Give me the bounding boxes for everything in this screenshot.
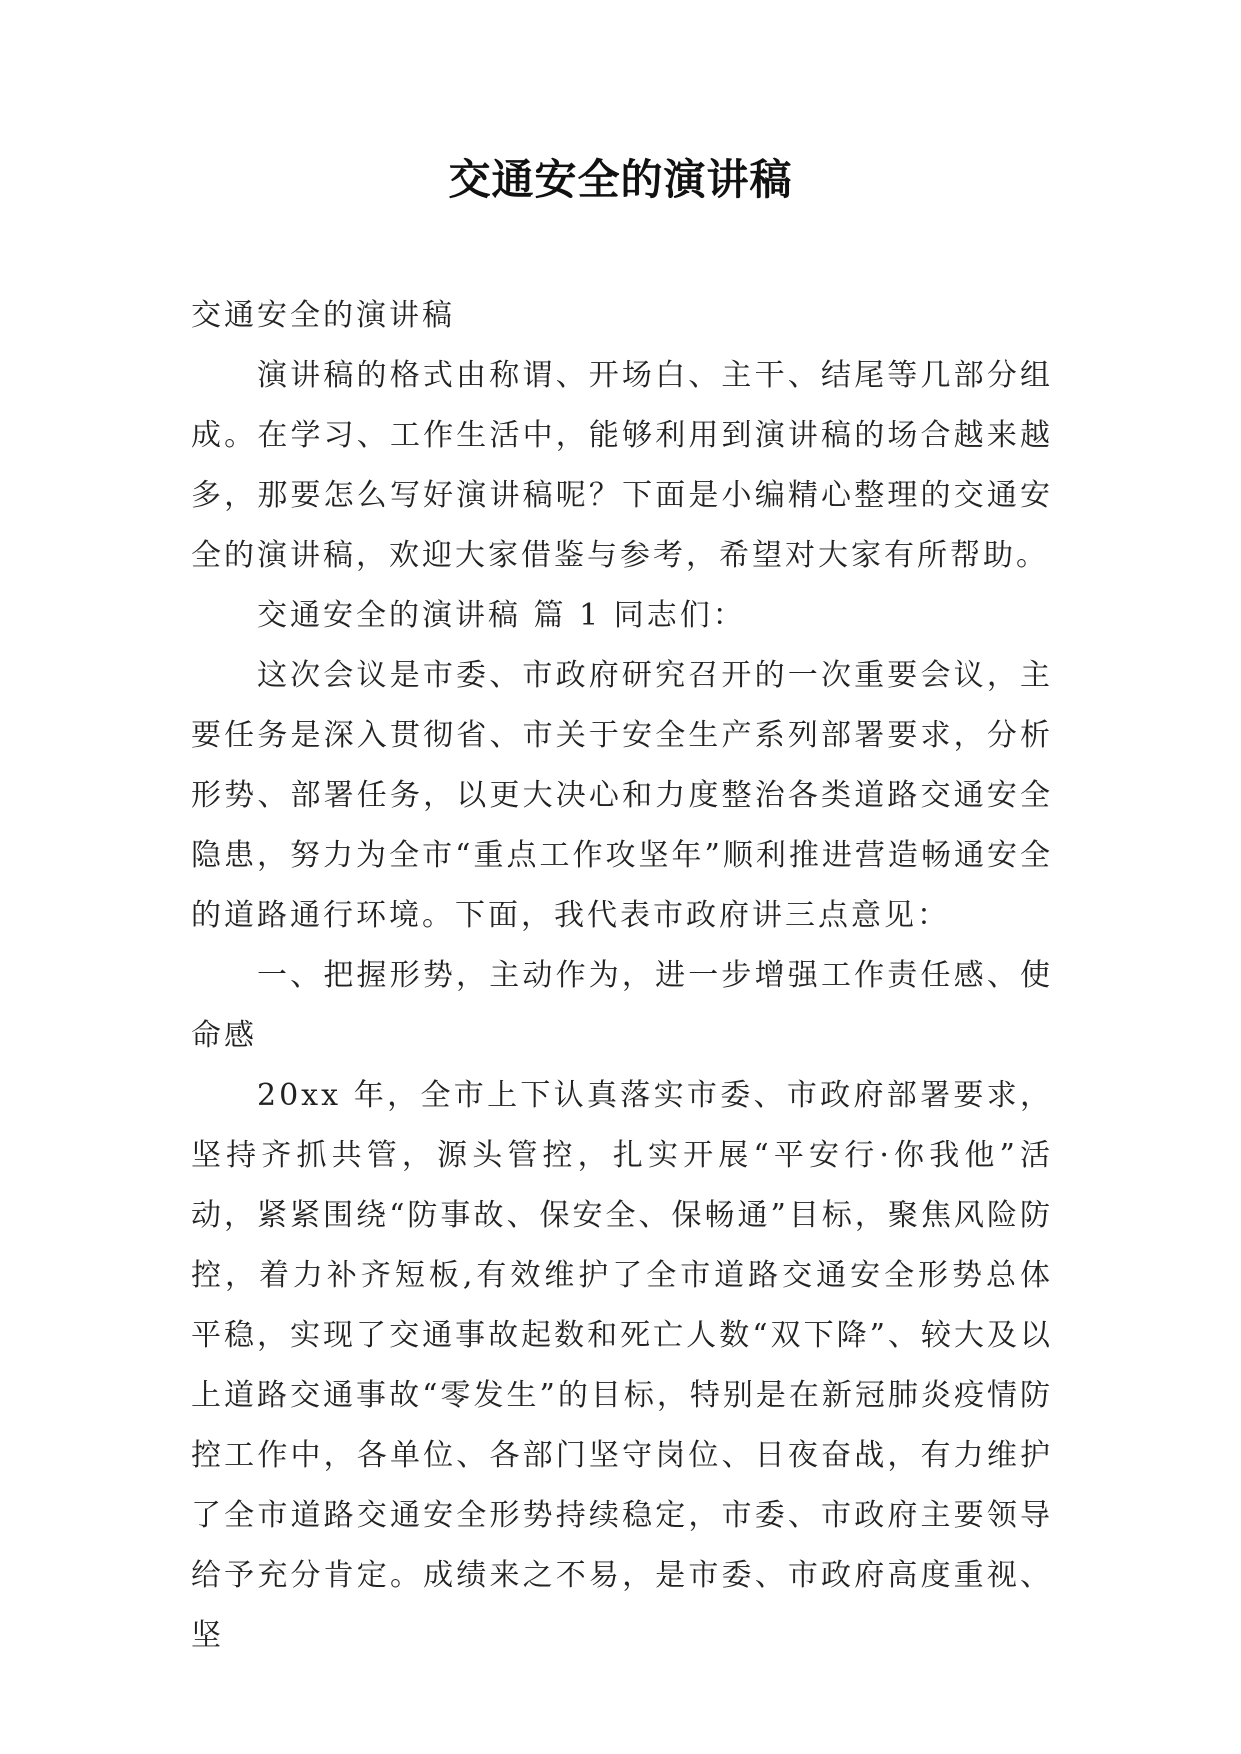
- document-body: [191, 286, 1053, 1666]
- point-heading-paragraph: 一、把握形势，主动作为，进一步增强工作责任感、使命感: [191, 958, 1053, 1053]
- intro-paragraph: 演讲稿的格式由称谓、开场白、主干、结尾等几部分组成。在学习、工作生活中，能够利用到演讲稿的场合越来越多，那要怎么写好演讲稿呢？下面是小编精心整理的交通安全的演讲稿，欢迎大家借鉴与参考，希望对大家有所帮助。: [191, 358, 1053, 573]
- body-paragraph: 这次会议是市委、市政府研究召开的一次重要会议，主要任务是深入贯彻省、市关于安全生产系列部署要求，分析形势、部署任务，以更大决心和力度整治各类道路交通安全隐患，努力为全市“重点工作攻坚年”顺利推进营造畅通安全的道路通行环境。下面，我代表市政府讲三点意见：: [191, 658, 1053, 933]
- section-heading-paragraph: 交通安全的演讲稿 篇 1 同志们：: [257, 598, 746, 633]
- document-title: 交通安全的演讲稿: [448, 155, 793, 204]
- body-paragraph: 20xx 年，全市上下认真落实市委、市政府部署要求，坚持齐抓共管，源头管控，扎实开展“平安行·你我他”活动，紧紧围绕“防事故、保安全、保畅通”目标，聚焦风险防控，着力补齐短板,有效维护了全市道路交通安全形势总体平稳，实现了交通事故起数和死亡人数“双下降”、较大及以上道路交通事故“零发生”的目标，特别是在新冠肺炎疫情防控工作中，各单位、各部门坚守岗位、日夜奋战，有力维护了全市道路交通安全形势持续稳定，市委、市政府主要领导给予充分肯定。成绩来之不易，是市委、市政府高度重视、坚: [191, 1078, 1053, 1653]
- subtitle-paragraph: 交通安全的演讲稿: [191, 298, 455, 333]
